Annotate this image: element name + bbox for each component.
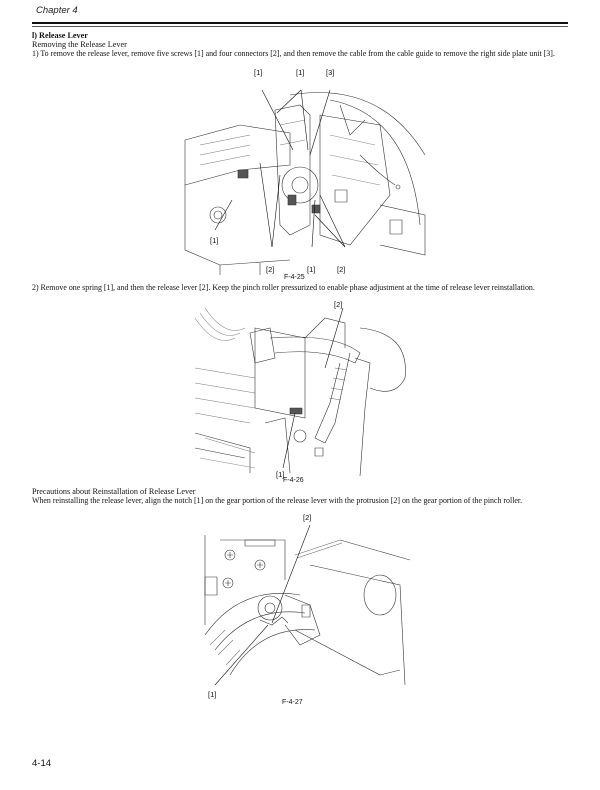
chapter-header: Chapter 4 [36, 5, 78, 16]
figure-f-4-25 [180, 75, 430, 275]
figure-1-callout-1d: [1] [307, 265, 316, 274]
header-rule-thin [32, 26, 568, 27]
precaution-text: When reinstalling the release lever, align the notch [1] on the gear portion of the release lever with the protrusion [2] on the gear portion of the pinch roller. [32, 496, 523, 505]
figure-2-callout-2: [2] [334, 300, 343, 309]
figure-2-caption: F-4-26 [283, 477, 304, 484]
step-2-text: 2) Remove one spring [1], and then the release lever [2]. Keep the pinch roller pressurized to enable phase adjustment at the time of release lever reinstallation. [32, 283, 535, 292]
figure-3-callout-1: [1] [208, 690, 217, 699]
section-title: l) Release Lever [32, 31, 88, 40]
figure-1-callout-1a: [1] [254, 68, 263, 77]
figure-1-caption: F-4-25 [284, 274, 305, 281]
figure-f-4-27 [200, 525, 410, 685]
header-rule-thick [32, 22, 568, 24]
figure-3-callout-2: [2] [303, 513, 312, 522]
page-number: 4-14 [32, 758, 52, 769]
figure-1-callout-1c: [1] [210, 236, 219, 245]
figure-2-callout-1: [1] [276, 470, 285, 479]
precaution-title: Precautions about Reinstallation of Release Lever [32, 487, 196, 496]
figure-1-callout-2a: [2] [266, 265, 275, 274]
step-1-text: 1) To remove the release lever, remove five screws [1] and four connectors [2], and then remove the cable from the cable guide to remove the right side plate unit [3]. [32, 49, 555, 58]
section-subtitle: Removing the Release Lever [32, 40, 127, 49]
figure-1-callout-2b: [2] [337, 265, 346, 274]
figure-f-4-26 [195, 308, 415, 476]
figure-1-callout-1b: [1] [296, 68, 305, 77]
figure-3-caption: F-4-27 [282, 699, 303, 706]
figure-1-callout-3: [3] [326, 68, 335, 77]
